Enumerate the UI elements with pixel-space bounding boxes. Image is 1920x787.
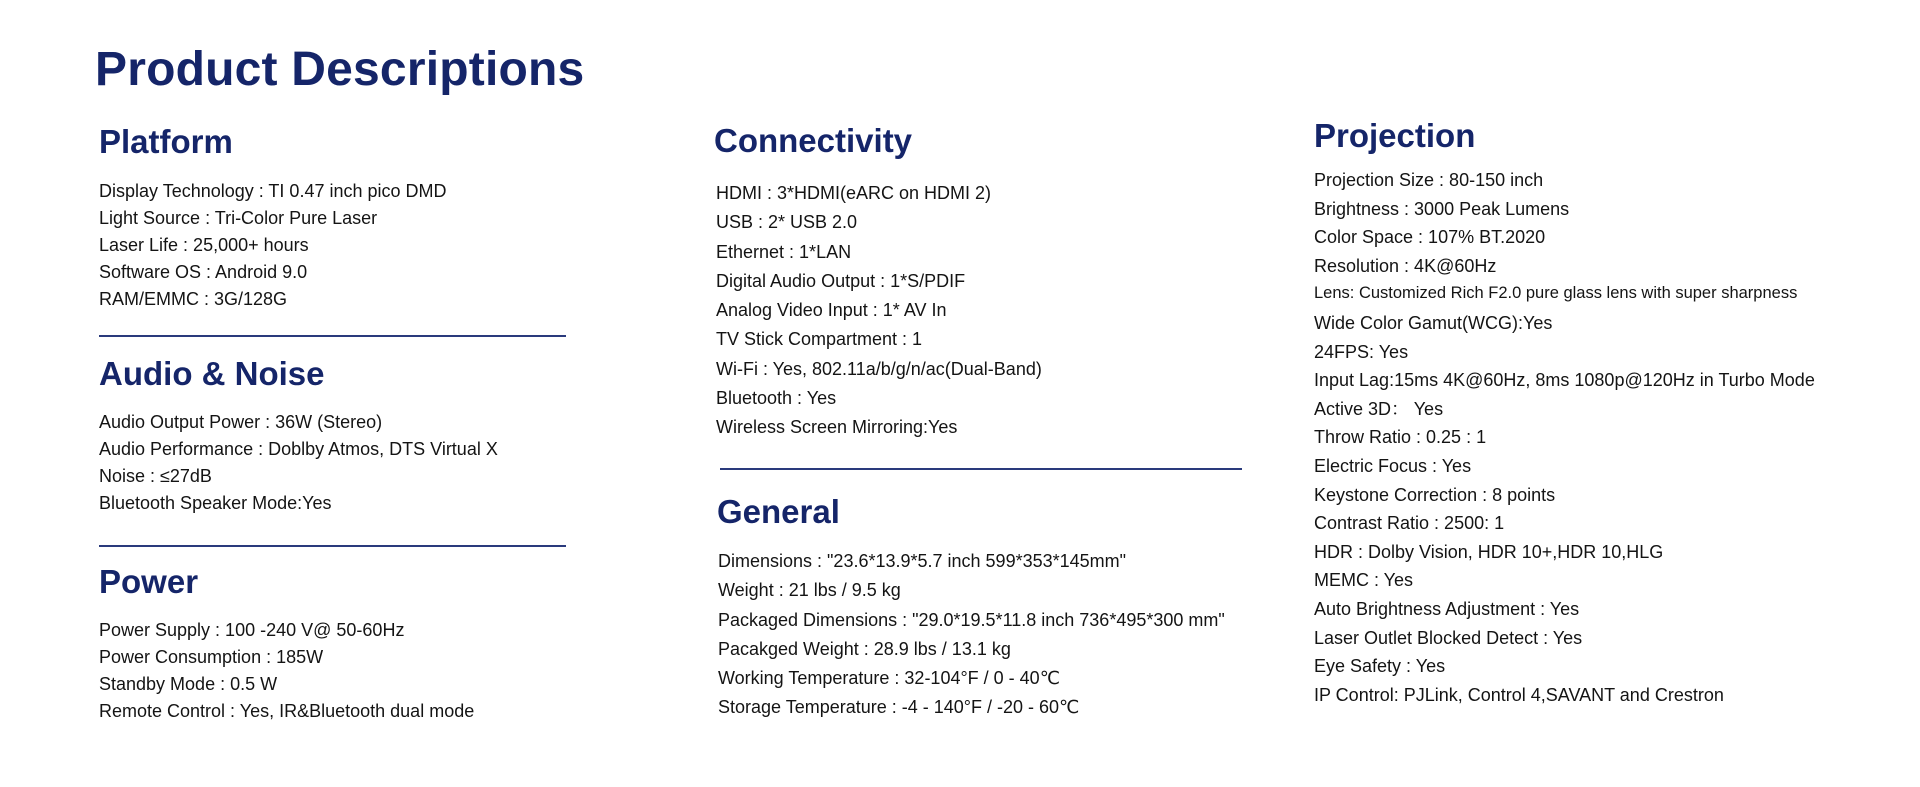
section-divider <box>99 335 566 337</box>
spec-item: Remote Control : Yes, IR&Bluetooth dual mode <box>99 701 475 721</box>
spec-item: Bluetooth Speaker Mode:Yes <box>99 493 332 513</box>
spec-item: Power Supply : 100 -240 V@ 50-60Hz <box>99 620 405 640</box>
spec-item: Audio Performance : Doblby Atmos, DTS Virtual X <box>99 439 498 459</box>
spec-item: Lens: Customized Rich F2.0 pure glass lens with super sharpness <box>1314 284 1798 303</box>
spec-item: Power Consumption : 185W <box>99 647 324 667</box>
spec-item: Throw Ratio : 0.25 : 1 <box>1314 427 1487 448</box>
section-divider <box>720 468 1242 470</box>
spec-item: Resolution : 4K@60Hz <box>1314 255 1497 276</box>
spec-item: HDR : Dolby Vision, HDR 10+,HDR 10,HLG <box>1314 541 1664 562</box>
section-title-power: Power <box>99 563 199 600</box>
power-spec-list <box>99 619 474 727</box>
spec-item: TV Stick Compartment : 1 <box>716 329 923 350</box>
spec-item: Display Technology : TI 0.47 inch pico DMD <box>99 181 447 201</box>
spec-item: Digital Audio Output : 1*S/PDIF <box>716 270 966 291</box>
spec-item: Software OS : Android 9.0 <box>99 262 308 282</box>
spec-item: Laser Life : 25,000+ hours <box>99 235 309 255</box>
spec-item: 24FPS: Yes <box>1314 341 1409 362</box>
spec-item: Pacakged Weight : 28.9 lbs / 13.1 kg <box>718 638 1011 659</box>
spec-item: Auto Brightness Adjustment : Yes <box>1314 598 1580 619</box>
spec-item: Active 3D： Yes <box>1314 398 1444 419</box>
spec-item: Wireless Screen Mirroring:Yes <box>716 417 958 438</box>
spec-item: Eye Safety : Yes <box>1314 656 1446 677</box>
spec-item: USB : 2* USB 2.0 <box>716 212 858 233</box>
spec-item: Contrast Ratio : 2500: 1 <box>1314 513 1505 534</box>
spec-item: Ethernet : 1*LAN <box>716 241 852 262</box>
spec-item: Projection Size : 80-150 inch <box>1314 170 1544 190</box>
projection-spec-list <box>1314 169 1815 712</box>
spec-item: Keystone Correction : 8 points <box>1314 484 1556 505</box>
section-title-audio-noise: Audio & Noise <box>99 355 325 392</box>
audio-noise-spec-list <box>99 411 498 519</box>
spec-item: HDMI : 3*HDMI(eARC on HDMI 2) <box>716 183 992 203</box>
spec-item: Noise : ≤27dB <box>99 466 212 486</box>
spec-item: Weight : 21 lbs / 9.5 kg <box>718 580 901 601</box>
section-title-projection: Projection <box>1314 117 1476 154</box>
spec-item: Packaged Dimensions : "29.0*19.5*11.8 inch 736*495*300 mm" <box>718 609 1225 630</box>
spec-item: Analog Video Input : 1* AV In <box>716 300 947 321</box>
general-spec-list <box>718 550 1225 726</box>
spec-item: Brightness : 3000 Peak Lumens <box>1314 198 1570 219</box>
spec-item: Wide Color Gamut(WCG):Yes <box>1314 312 1553 333</box>
platform-spec-list <box>99 180 447 315</box>
section-title-general: General <box>717 493 840 530</box>
spec-item: Electric Focus : Yes <box>1314 455 1472 476</box>
spec-item: Audio Output Power : 36W (Stereo) <box>99 412 383 432</box>
section-title-connectivity: Connectivity <box>714 122 913 159</box>
page-title: Product Descriptions <box>95 43 585 96</box>
spec-item: RAM/EMMC : 3G/128G <box>99 289 288 309</box>
spec-item: Working Temperature : 32-104°F / 0 - 40℃ <box>718 668 1060 689</box>
spec-item: Wi-Fi : Yes, 802.11a/b/g/n/ac(Dual-Band) <box>716 358 1042 379</box>
spec-item: Standby Mode : 0.5 W <box>99 674 278 694</box>
spec-item: MEMC : Yes <box>1314 570 1414 591</box>
spec-item: Input Lag:15ms 4K@60Hz, 8ms 1080p@120Hz in Turbo Mode <box>1314 370 1815 391</box>
spec-item: IP Control: PJLink, Control 4,SAVANT and Crestron <box>1314 684 1724 705</box>
spec-item: Color Space : 107% BT.2020 <box>1314 227 1546 248</box>
spec-item: Bluetooth : Yes <box>716 388 837 409</box>
spec-item: Dimensions : "23.6*13.9*5.7 inch 599*353*145mm" <box>718 551 1127 571</box>
spec-item: Laser Outlet Blocked Detect : Yes <box>1314 627 1583 648</box>
spec-item: Light Source : Tri-Color Pure Laser <box>99 208 378 228</box>
section-divider <box>99 545 566 547</box>
connectivity-spec-list <box>716 182 1042 446</box>
section-title-platform: Platform <box>99 123 233 160</box>
spec-item: Storage Temperature : -4 - 140°F / -20 - 60℃ <box>718 697 1080 718</box>
